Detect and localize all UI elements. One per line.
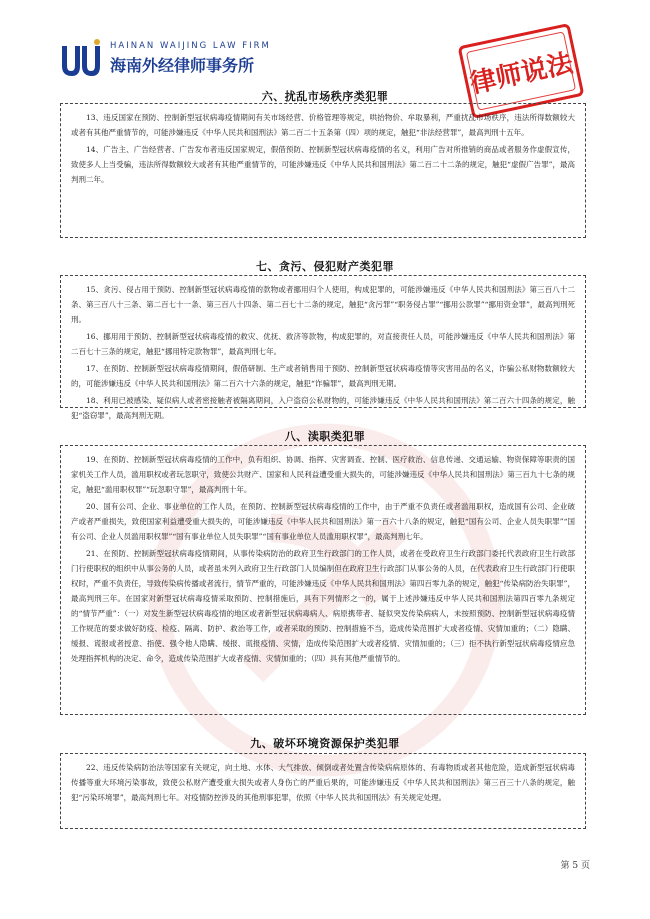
section-title-market-order: 六、扰乱市场秩序类犯罪 (261, 90, 389, 103)
paragraph: 20、国有公司、企业、事业单位的工作人员，在预防、控制新型冠状病毒疫情的工作中，由于严重不负责任或者滥用职权，造成国有公司、企业破产或者严重损失，致使国家利益遭受重大损失的，可能涉嫌违反《中华人民共和国刑法》第一百六十八条的规定，触犯“国有公司、企业人员失职罪”“国有公司、企业人员滥用职权罪”“国有事业单位人员失职罪”“国有事业单位人员滥用职权罪”，最高判刑七年。 (71, 502, 575, 541)
section-box-dereliction (60, 445, 586, 715)
firm-logo-mark-icon (60, 38, 104, 78)
section-title-dereliction: 八、渎职类犯罪 (284, 430, 366, 443)
firm-name-english: HAINAN WAIJING LAW FIRM (110, 40, 271, 51)
paragraph: 22、违反传染病防治法等国家有关规定，向土地、水体、大气排放、倾倒或者处置含传染病病原体的、有毒物质或者其他危险，造成新型冠状病毒传播等重大环境污染事故，致使公私财产遭受重大损失或者人身伤亡的严重后果的，可能涉嫌违反《中华人民共和国刑法》第三百三十八条的规定，触犯“污染环境罪”，最高判刑七年。对疫情防控涉及的其他刑事犯罪，依照《中华人民共和国刑法》有关规定处理。 (71, 763, 575, 802)
paragraph: 17、在预防、控制新型冠状病毒疫情期间，假借研制、生产或者销售用于预防、控制新型冠状病毒疫情等灾害用品的名义，诈骗公私财物数额较大的，可能涉嫌违反《中华人民共和国刑法》第二百六十六条的规定，触犯“诈骗罪”，最高判刑无期。 (71, 364, 575, 388)
section-title-embezzlement: 七、贪污、侵犯财产类犯罪 (256, 260, 394, 273)
section-title-environment: 九、破坏环境资源保护类犯罪 (250, 737, 400, 750)
section-box-environment (60, 753, 586, 829)
paragraph: 13、违反国家在预防、控制新型冠状病毒疫情期间有关市场经营、价格管理等规定，哄抬物价、牟取暴利，严重扰乱市场秩序，违法所得数额较大或者有其他严重情节的，可能涉嫌违反《中华人民共和国刑法》第二百二十五条第（四）项的规定，触犯“非法经营罪”，最高判刑十五年。 (71, 113, 575, 137)
paragraph: 15、贪污、侵占用于预防、控制新型冠状病毒疫情的款物或者挪用归个人使用，构成犯罪的，可能涉嫌违反《中华人民共和国刑法》第三百八十二条、第三百八十三条、第二百七十一条、第三百八十四条、第二百七十二条的规定，触犯“贪污罪”“职务侵占罪”“挪用公款罪”“挪用资金罪”，最高判刑死刑。 (71, 285, 575, 324)
page-number: 第 5 页 (560, 861, 590, 871)
paragraph: 16、挪用用于预防、控制新型冠状病毒疫情的救灾、优抚、救济等款物，构成犯罪的，对直接责任人员，可能涉嫌违反《中华人民共和国刑法》第二百七十三条的规定，触犯“挪用特定款物罪”，最高判刑七年。 (71, 332, 575, 356)
section-box-embezzlement (60, 275, 586, 420)
firm-logo (60, 36, 271, 80)
paragraph: 19、在预防、控制新型冠状病毒疫情的工作中，负有组织、协调、指挥、灾害调查、控制、医疗救治、信息传递、交通运输、物资保障等职责的国家机关工作人员，滥用职权或者玩忽职守，致使公共财产、国家和人民利益遭受重大损失的，可能涉嫌违反《中华人民共和国刑法》第三百九十七条的规定，触犯“滥用职权罪”“玩忽职守罪”，最高判刑十年。 (71, 455, 575, 494)
paragraph: 21、在预防、控制新型冠状病毒疫情期间，从事传染病防治的政府卫生行政部门的工作人员，或者在受政府卫生行政部门委托代表政府卫生行政部门行使职权的组织中从事公务的人员，或者虽未列入政府卫生行政部门人员编制但在政府卫生行政部门从事公务的人员，在代表政府卫生行政部门行使职权时，严重不负责任，导致传染病传播或者流行，情节严重的，可能涉嫌违反《中华人民共和国刑法》第四百零九条的规定，触犯“传染病防治失职罪”，最高判刑三年。在国家对新型冠状病毒疫情采取预防、控制措施后，具有下列情形之一的，属于上述涉嫌违反中华人民共和国刑法第四百零九条规定的“情节严重”：（一）对发生新型冠状病毒疫情的地区或者新型冠状病毒病人、病原携带者、疑似突发传染病病人，未按照预防、控制新型冠状病毒疫情工作规范的要求做好防疫、检疫、隔离、防护、救治等工作，或者采取的预防、控制措施不当，造成传染范围扩大或者疫情、灾情加重的；（二）隐瞒、缓报、谎报或者授意、指使、强令他人隐瞒、缓报、谎报疫情、灾情，造成传染范围扩大或者疫情、灾情加重的；（三）拒不执行新型冠状病毒疫情应急处理指挥机构的决定、命令，造成传染范围扩大或者疫情、灾情加重的；（四）具有其他严重情节的。 (71, 549, 575, 663)
firm-name-chinese: 海南外经律师事务所 (110, 55, 255, 75)
paragraph: 14、广告主、广告经营者、广告发布者违反国家规定，假借预防、控制新型冠状病毒疫情的名义，利用广告对所推销的商品或者服务作虚假宣传，致使多人上当受骗，违法所得数额较大或者有其他严重情节的，可能涉嫌违反《中华人民共和国刑法》第二百二十二条的规定，触犯“虚假广告罪”，最高判刑二年。 (71, 145, 575, 184)
paragraph: 18、利用已被感染、疑似病人或者密接触者被隔离期间，入户盗窃公私财物的，可能涉嫌违反《中华人民共和国刑法》第二百六十四条的规定，触犯“盗窃罪”，最高判刑无期。 (71, 396, 575, 420)
lawyer-talk-stamp: 律师说法 (458, 23, 585, 119)
section-box-market-order (60, 103, 586, 238)
